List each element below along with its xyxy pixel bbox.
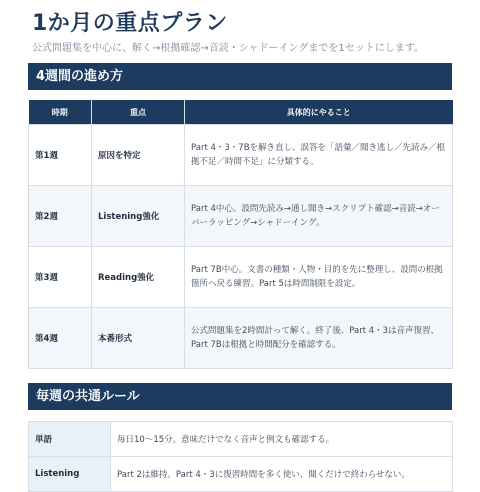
table-header-row: [29, 100, 453, 125]
table-row: [29, 308, 453, 369]
weekly-plan-table: [28, 100, 453, 369]
tasks-cell: Part 4中心。設問先読み→通し聞き→スクリプト確認→音読→オーバーラッピング→シャドーイング。: [185, 186, 453, 247]
rule-label-cell: 単語: [29, 422, 111, 457]
table-row: [29, 422, 453, 457]
weekly-rules-table: [28, 421, 453, 492]
week-cell: 第2週: [29, 186, 92, 247]
focus-cell: Listening強化: [92, 186, 185, 247]
plan-section-heading: 4週間の進め方: [28, 63, 452, 90]
column-header-period: 時期: [29, 100, 92, 125]
focus-cell: Reading強化: [92, 247, 185, 308]
week-cell: 第4週: [29, 308, 92, 369]
page-subtitle: 公式問題集を中心に、解く→根拠確認→音読・シャドーイングまでを1セットにします。: [32, 43, 424, 54]
tasks-cell: Part 4・3・7Bを解き直し、誤答を「語彙／聞き逃し／先読み／根拠不足／時間不足」に分類する。: [185, 125, 453, 186]
rule-label-cell: Listening: [29, 457, 111, 492]
column-header-focus: 重点: [92, 100, 185, 125]
rule-text-cell: 毎日10～15分。意味だけでなく音声と例文も確認する。: [111, 422, 453, 457]
rules-section-heading: 毎週の共通ルール: [28, 383, 452, 410]
table-row: [29, 247, 453, 308]
focus-cell: 本番形式: [92, 308, 185, 369]
tasks-cell: Part 7B中心。文書の種類・人物・目的を先に整理し、設問の根拠箇所へ戻る練習。Part 5は時間制限を設定。: [185, 247, 453, 308]
tasks-cell: 公式問題集を2時間計って解く。終了後、Part 4・3は音声復習、Part 7Bは根拠と時間配分を確認する。: [185, 308, 453, 369]
focus-cell: 原因を特定: [92, 125, 185, 186]
table-row: [29, 457, 453, 492]
table-row: [29, 125, 453, 186]
week-cell: 第3週: [29, 247, 92, 308]
column-header-tasks: 具体的にやること: [185, 100, 453, 125]
rule-text-cell: Part 2は維持。Part 4・3に復習時間を多く使い、聞くだけで終わらせない。: [111, 457, 453, 492]
table-row: [29, 186, 453, 247]
week-cell: 第1週: [29, 125, 92, 186]
page-title: 1か月の重点プラン: [32, 11, 228, 36]
